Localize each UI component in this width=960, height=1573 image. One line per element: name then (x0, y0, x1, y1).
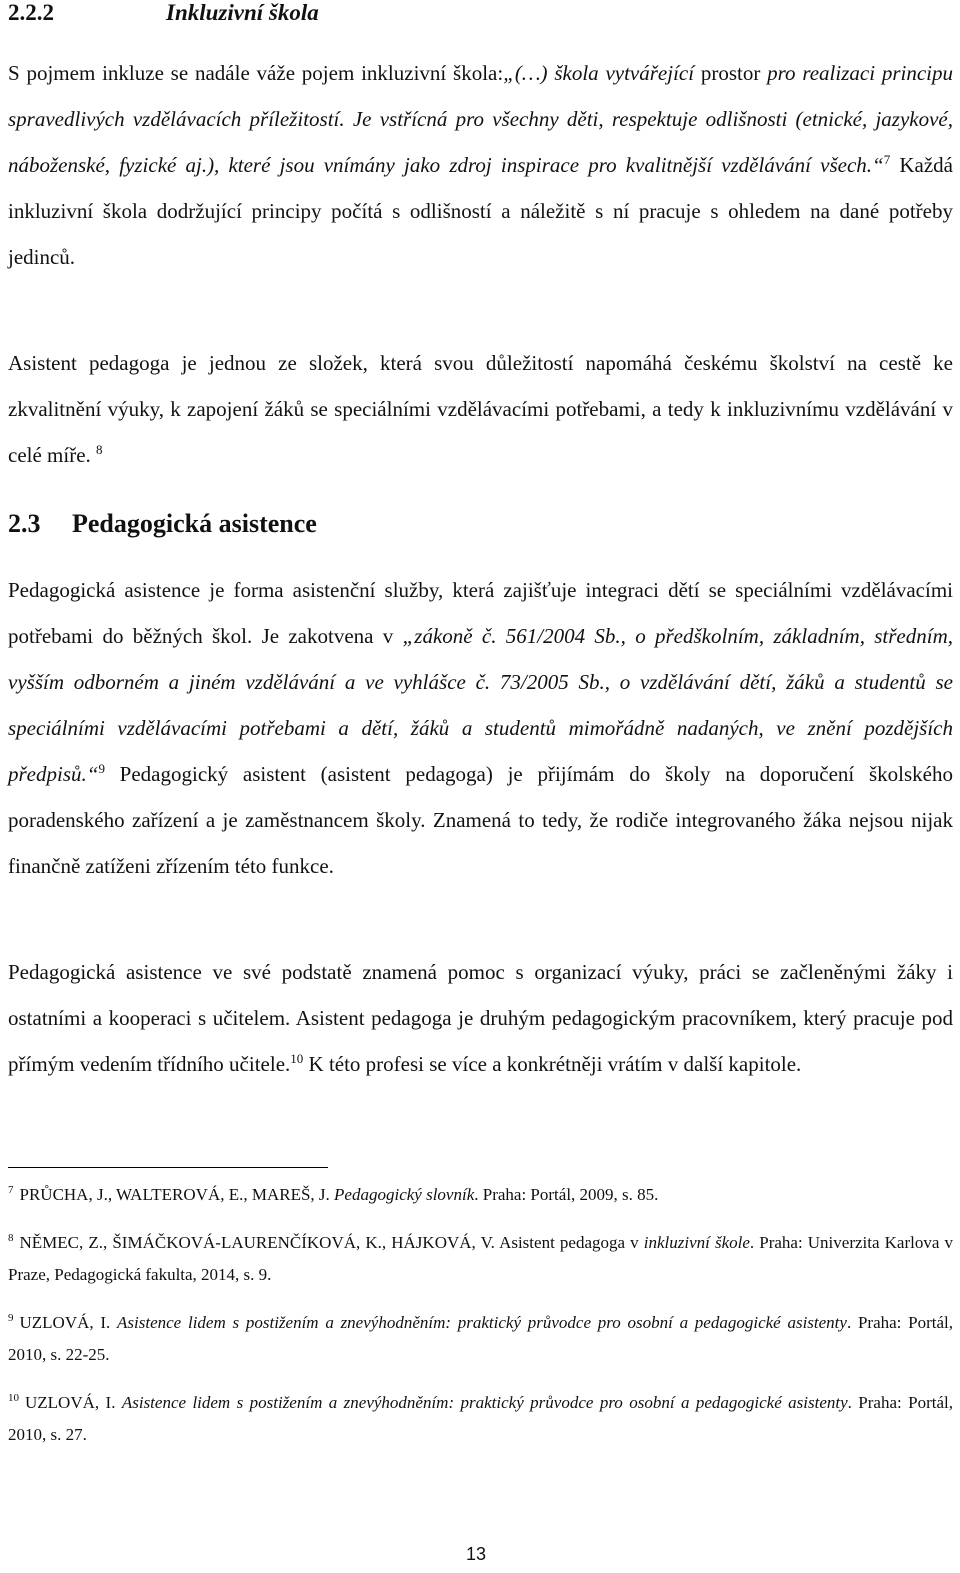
section-heading-2-2-2 (8, 0, 319, 26)
footnote-separator (8, 1167, 328, 1168)
footnote-title: Pedagogický slovník (334, 1185, 475, 1204)
paragraph-inclusive-school (8, 50, 953, 280)
footnote-text: UZLOVÁ, I. (25, 1393, 122, 1412)
text-run: Pedagogický asistent (asistent pedagoga) je přijímám do školy na doporučení školského poradenského zařízení a je zaměstnancem školy. Znamená to tedy, že rodiče integrovaného žáka nejsou nijak finančně zatíženi zřízením této funkce. (8, 762, 953, 878)
text-run: Pedagogická asistence ve své podstatě znamená pomoc s organizací výuky, práci se začleněnými žáky i ostatními a kooperaci s učitelem. Asistent pedagoga je druhým pedagogickým pracovníkem, který pracuje pod přímým vedením třídního učitele. (8, 960, 953, 1076)
footnote-8 (8, 1227, 953, 1291)
text-run: K této profesi se více a konkrétněji vrátím v další kapitole. (303, 1052, 802, 1076)
quote-run: „(…) škola vytvářející (503, 61, 695, 85)
footnote-number: 10 (8, 1392, 19, 1405)
footnote-ref-8: 8 (96, 442, 103, 457)
quote-run: „zákoně č. 561/2004 Sb., o předškolním, základním, středním, vyšším odborném a jiném vzdělávání a ve vyhlášce č. 73/2005 Sb., o vzdělávání dětí, žáků a studentů se speciálními vzdělávacími potřebami a dětí, žáků a studentů mimořádně nadaných, ve znění pozdějších předpisů.“ (8, 624, 954, 786)
footnote-text: . Praha: Portál, 2010, s. 27. (8, 1393, 953, 1444)
footnote-ref-7: 7 (883, 152, 891, 167)
section-title: Inkluzivní škola (166, 0, 319, 25)
section-title: Pedagogická asistence (72, 509, 317, 538)
paragraph-assistant (8, 340, 953, 478)
section-number: 2.2.2 (8, 0, 54, 25)
section-heading-2-3 (8, 509, 317, 539)
footnote-ref-9: 9 (98, 761, 105, 776)
footnote-text: NĚMEC, Z., ŠIMÁČKOVÁ-LAURENČÍKOVÁ, K., HÁJKOVÁ, V. Asistent pedagoga v (19, 1233, 644, 1252)
page-number: 13 (466, 1544, 487, 1564)
footnote-number: 7 (8, 1184, 14, 1197)
text-run: Pedagogická asistence je forma asistenční služby, která zajišťuje integraci dětí se speciálními vzdělávacími potřebami do běžných škol. Je zakotvena v (8, 578, 953, 648)
quote-run: pro realizaci principu spravedlivých vzdělávacích příležitostí. Je vstřícná pro všechny děti, respektuje odlišnosti (etnické, jazykové, náboženské, fyzické aj.), které jsou vnímány jako zdroj inspirace pro kvalitnější vzdělávání všech.“ (8, 61, 954, 177)
text-run: S pojmem inkluze se nadále váže pojem inkluzivní škola: (8, 61, 504, 85)
text-run: Asistent pedagoga je jednou ze složek, která svou důležitostí napomáhá českému školství na cestě ke zkvalitnění výuky, k zapojení žáků se speciálními vzdělávacími potřebami, a tedy k inkluzivnímu vzdělávání v celé míře. (8, 351, 953, 467)
text-run: Každá inkluzivní škola dodržující principy počítá s odlišností a náležitě s ní pracuje s ohledem na dané potřeby jedinců. (8, 153, 953, 269)
footnote-number: 9 (8, 1312, 14, 1325)
footnote-text: . Praha: Portál, 2010, s. 22-25. (8, 1313, 953, 1364)
text-run: prostor (694, 61, 768, 85)
footnote-number: 8 (8, 1232, 14, 1245)
footnote-text: . Praha: Univerzita Karlova v Praze, Pedagogická fakulta, 2014, s. 9. (8, 1233, 953, 1284)
footnote-10 (8, 1387, 953, 1451)
footnote-9 (8, 1307, 953, 1371)
paragraph-pedagogical-assistance (8, 567, 953, 889)
footnote-text: UZLOVÁ, I. (19, 1313, 118, 1332)
footnote-title: inkluzivní škole (643, 1233, 750, 1252)
footnote-text: PRŮCHA, J., WALTEROVÁ, E., MAREŠ, J. (19, 1185, 335, 1204)
footnote-title: Asistence lidem s postižením a znevýhodněním: praktický průvodce pro osobní a pedagogické asistenty (117, 1313, 847, 1332)
footnote-text: . Praha: Portál, 2009, s. 85. (474, 1185, 659, 1204)
footnote-ref-10: 10 (290, 1051, 304, 1066)
paragraph-assistance-meaning (8, 949, 953, 1087)
section-number: 2.3 (8, 509, 41, 538)
footnote-7 (8, 1179, 953, 1211)
footnote-title: Asistence lidem s postižením a znevýhodněním: praktický průvodce pro osobní a pedagogické asistenty (121, 1393, 848, 1412)
